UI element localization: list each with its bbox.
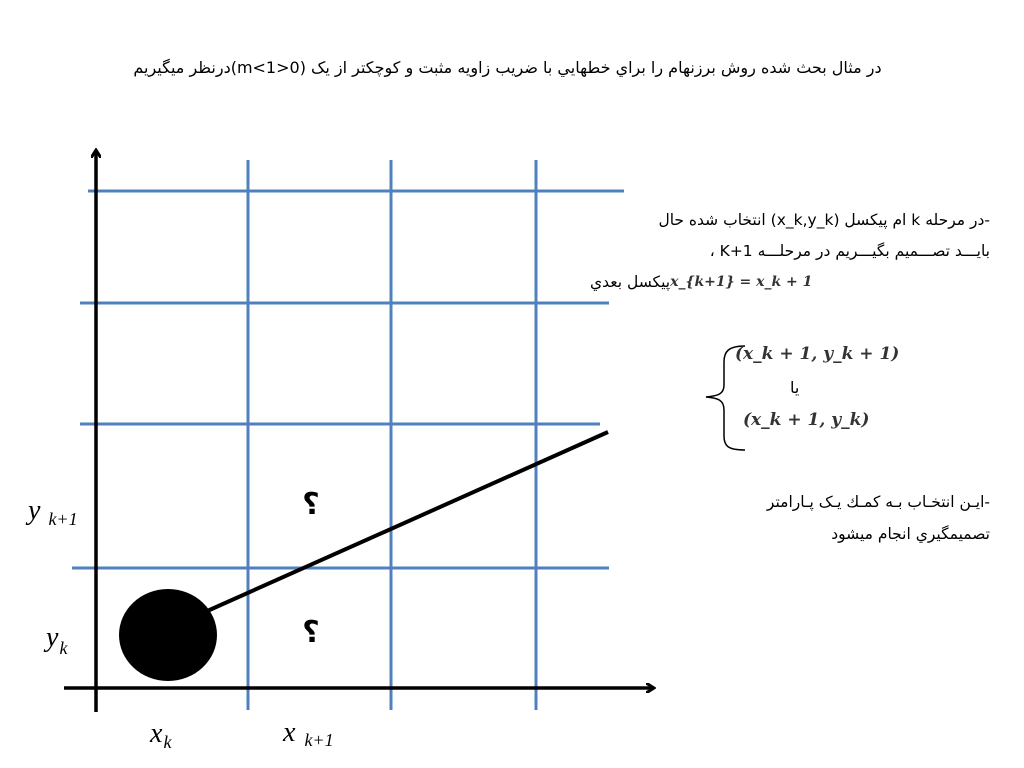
or-word: يا xyxy=(790,378,800,397)
page-title: در مثال بحث شده روش برزنهام را براي خطهايي با ضريب زاويه مثبت و كوچكتر از يک (0<m<1)درنظر ميگيريم xyxy=(133,58,882,77)
label-y-k: yk xyxy=(46,622,68,658)
selected-pixel-dot xyxy=(119,589,217,681)
option-diagonal-pixel: (x_k + 1, y_k + 1) xyxy=(735,344,900,364)
explanation-paragraph-2 xyxy=(590,486,990,550)
option-horizontal-pixel: (x_k + 1, y_k) xyxy=(743,410,870,430)
explanation-line-3 xyxy=(590,267,990,298)
next-pixel-label: پيكسل بعدي xyxy=(590,273,671,291)
question-mark-upper: ؟ xyxy=(302,487,320,522)
raster-line xyxy=(205,432,608,612)
question-mark-lower: ؟ xyxy=(302,615,320,650)
decision-line-2: تصميمگيري انجام ميشود xyxy=(831,525,990,543)
label-y-k1: yk+1 xyxy=(28,495,78,529)
decision-line-1: -ايـن انتخـاب بـه كمـك يـک پـارامتر xyxy=(766,493,990,511)
label-x-k1: xk+1 xyxy=(283,717,334,750)
explanation-line-1: -در مرحله k ام پيكسل (x_k,y_k) انتخاب شده حال xyxy=(658,211,990,229)
explanation-paragraph-1 xyxy=(590,205,990,298)
next-x-equation: x_{k+1} = x_k + 1 xyxy=(670,274,813,290)
label-x-k: xk xyxy=(150,718,172,752)
explanation-line-2: بايـــد تصـــميم بگيـــريم در مرحلـــه K+1 ، xyxy=(709,242,990,260)
